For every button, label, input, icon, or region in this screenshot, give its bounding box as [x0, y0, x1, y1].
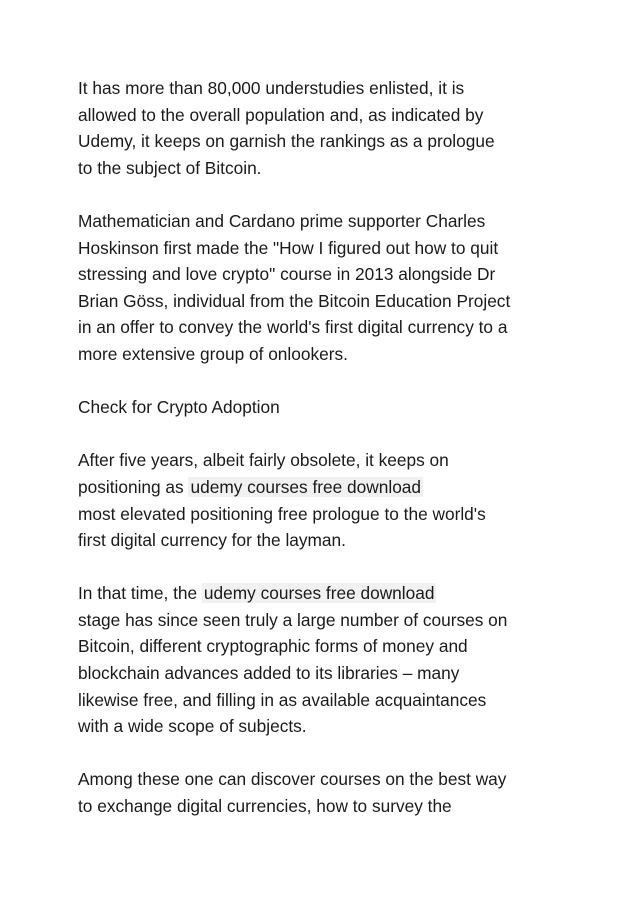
udemy-courses-link[interactable]: udemy courses free download — [190, 476, 422, 497]
text-line: After five years, albeit fairly obsolete, it keeps on — [78, 450, 449, 471]
paragraph-platform — [78, 580, 578, 740]
text-line: Bitcoin, different cryptographic forms of money and — [78, 636, 468, 657]
document-body — [78, 75, 578, 846]
paragraph-positioning — [78, 447, 578, 553]
text-line: in an offer to convey the world's first digital currency to a — [78, 317, 508, 338]
text-line — [78, 474, 578, 501]
text-line: Brian Göss, individual from the Bitcoin Education Project — [78, 290, 511, 311]
text-line: Udemy, it keeps on garnish the rankings as a prologue — [78, 131, 495, 152]
text-line: Among these one can discover courses on the best way — [78, 769, 507, 790]
udemy-courses-link[interactable]: udemy courses free download — [203, 583, 435, 604]
text-line: It has more than 80,000 understudies enlisted, it is — [78, 78, 465, 98]
text-line: stressing and love crypto" course in 2013 alongside Dr — [78, 264, 496, 285]
text-line: Mathematician and Cardano prime supporter Charles — [78, 210, 486, 231]
text-line — [78, 580, 578, 607]
text-line: with a wide scope of subjects. — [78, 716, 307, 737]
paragraph-courses — [78, 766, 578, 819]
text-line: likewise free, and filling in as available acquaintances — [78, 689, 487, 710]
text-line: blockchain advances added to its libraries – many — [78, 663, 460, 684]
text-line: to the subject of Bitcoin. — [78, 157, 262, 178]
heading-text: Check for Crypto Adoption — [78, 397, 280, 418]
text-line: stage has since seen truly a large number of courses on — [78, 609, 508, 630]
paragraph-course-origin — [78, 208, 578, 368]
text-line: most elevated positioning free prologue to the world's — [78, 503, 486, 524]
text-fragment: positioning as — [78, 476, 189, 497]
text-fragment: In that time, the — [78, 583, 202, 604]
section-heading — [78, 394, 578, 421]
paragraph-enrollment — [78, 75, 578, 181]
text-line: allowed to the overall population and, as indicated by — [78, 104, 484, 125]
text-line: Hoskinson first made the "How I figured out how to quit — [78, 237, 499, 258]
text-line: first digital currency for the layman. — [78, 530, 346, 551]
text-line: to exchange digital currencies, how to survey the — [78, 796, 452, 817]
text-line: more extensive group of onlookers. — [78, 343, 348, 364]
